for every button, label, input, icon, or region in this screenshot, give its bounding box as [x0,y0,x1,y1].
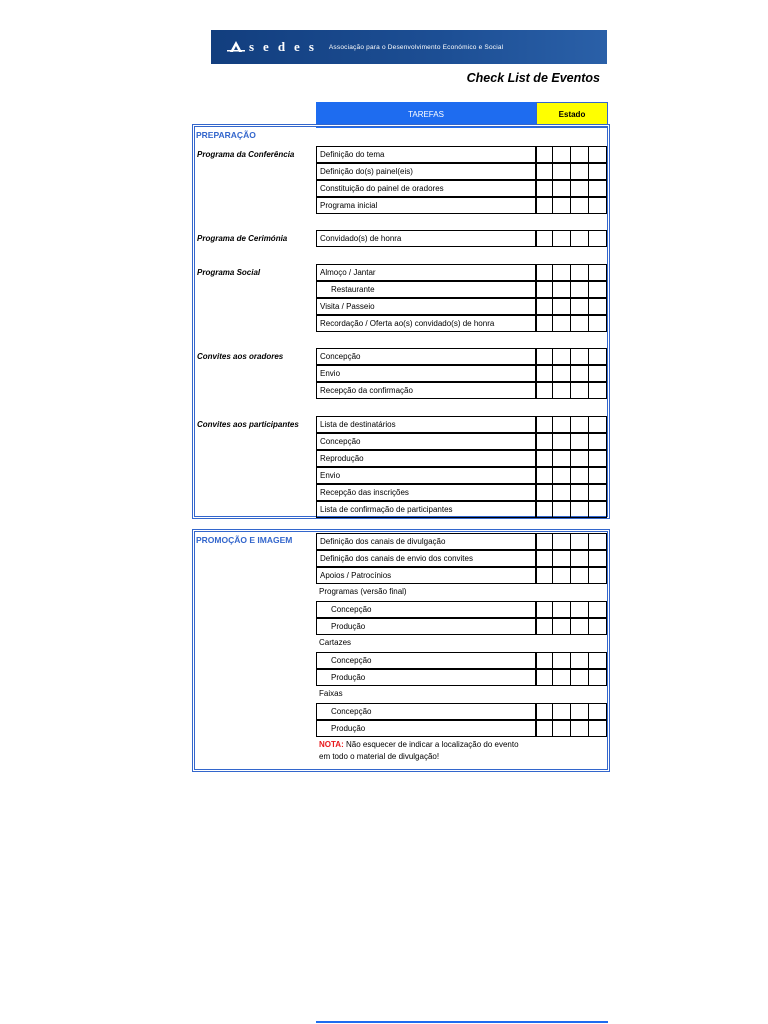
note-label: NOTA: [319,740,344,749]
status-checkbox[interactable] [552,299,570,314]
status-checkbox[interactable] [588,366,606,381]
status-checkbox[interactable] [536,468,552,483]
task-row: Recepção da confirmação [316,382,536,399]
status-checkbox[interactable] [588,349,606,364]
task-row: Envio [316,467,536,484]
status-checkboxes [536,501,607,518]
status-checkbox[interactable] [588,316,606,331]
section-title-preparacao: PREPARAÇÃO [196,130,256,140]
task-row: Programas (versão final) [319,587,407,596]
status-checkbox[interactable] [552,534,570,549]
status-checkbox[interactable] [552,568,570,583]
status-checkbox[interactable] [588,502,606,517]
status-checkbox[interactable] [570,568,588,583]
status-checkbox[interactable] [552,282,570,297]
status-checkbox[interactable] [552,551,570,566]
status-checkboxes [536,146,607,163]
status-checkbox[interactable] [536,231,552,246]
status-checkbox[interactable] [536,198,552,213]
task-row: Apoios / Patrocínios [316,567,536,584]
status-checkbox[interactable] [570,231,588,246]
status-checkbox[interactable] [536,282,552,297]
task-row: Concepção [316,601,536,618]
status-checkbox[interactable] [588,534,606,549]
status-checkboxes [536,601,607,618]
status-checkboxes [536,197,607,214]
status-checkboxes [536,416,607,433]
task-row: Lista de confirmação de participantes [316,501,536,518]
task-row: Restaurante [316,281,536,298]
status-checkbox[interactable] [570,434,588,449]
status-checkbox[interactable] [588,299,606,314]
status-checkbox[interactable] [588,468,606,483]
status-checkboxes [536,281,607,298]
status-checkbox[interactable] [588,619,606,634]
status-checkboxes [536,703,607,720]
status-checkbox[interactable] [552,316,570,331]
status-checkbox[interactable] [552,485,570,500]
status-checkbox[interactable] [552,468,570,483]
status-checkboxes [536,264,607,281]
status-checkbox[interactable] [536,349,552,364]
status-checkbox[interactable] [536,417,552,432]
status-checkboxes [536,382,607,399]
org-name: Associação para o Desenvolvimento Económico e Social [328,43,504,51]
status-checkbox[interactable] [536,568,552,583]
status-checkbox[interactable] [536,670,552,685]
task-row: Lista de destinatários [316,416,536,433]
status-checkboxes [536,348,607,365]
task-row: Faixas [319,689,343,698]
status-checkbox[interactable] [536,299,552,314]
status-checkbox[interactable] [588,704,606,719]
status-checkbox[interactable] [588,434,606,449]
status-checkboxes [536,180,607,197]
status-checkbox[interactable] [570,534,588,549]
task-row: Reprodução [316,450,536,467]
status-checkbox[interactable] [570,653,588,668]
status-checkbox[interactable] [570,417,588,432]
task-row: Recepção das inscrições [316,484,536,501]
status-checkbox[interactable] [570,316,588,331]
status-checkbox[interactable] [570,265,588,280]
task-row: Recordação / Oferta ao(s) convidado(s) de honra [316,315,536,332]
status-checkbox[interactable] [552,181,570,196]
status-checkboxes [536,484,607,501]
status-checkbox[interactable] [536,164,552,179]
status-checkbox[interactable] [570,551,588,566]
status-checkbox[interactable] [588,164,606,179]
status-checkbox[interactable] [536,704,552,719]
task-row: Definição do(s) painel(eis) [316,163,536,180]
status-checkbox[interactable] [570,468,588,483]
logo-text: sedes [249,39,323,54]
status-checkbox[interactable] [536,366,552,381]
status-checkbox[interactable] [552,434,570,449]
status-checkbox[interactable] [552,451,570,466]
status-checkbox[interactable] [570,451,588,466]
status-checkbox[interactable] [588,485,606,500]
status-checkboxes [536,467,607,484]
status-checkbox[interactable] [552,198,570,213]
status-checkbox[interactable] [588,383,606,398]
status-checkbox[interactable] [570,366,588,381]
status-checkbox[interactable] [552,417,570,432]
status-checkbox[interactable] [570,164,588,179]
status-checkboxes [536,652,607,669]
status-checkbox[interactable] [536,619,552,634]
status-checkbox[interactable] [536,502,552,517]
status-checkbox[interactable] [552,602,570,617]
status-checkbox[interactable] [588,670,606,685]
status-checkbox[interactable] [552,164,570,179]
column-header-tasks: TAREFAS [316,102,536,128]
status-checkbox[interactable] [570,502,588,517]
status-checkbox[interactable] [588,451,606,466]
status-checkbox[interactable] [536,485,552,500]
status-checkbox[interactable] [588,417,606,432]
status-checkbox[interactable] [536,383,552,398]
status-checkbox[interactable] [570,619,588,634]
status-checkbox[interactable] [536,265,552,280]
status-checkbox[interactable] [588,653,606,668]
column-header-status: Estado [536,102,608,128]
status-checkbox[interactable] [536,721,552,736]
group-label: Convites aos oradores [197,352,284,361]
status-checkbox[interactable] [570,721,588,736]
status-checkboxes [536,720,607,737]
status-checkbox[interactable] [552,502,570,517]
status-checkbox[interactable] [588,198,606,213]
bottom-divider [316,1021,608,1023]
status-checkbox[interactable] [570,299,588,314]
page-title: Check List de Eventos [466,71,600,85]
status-checkbox[interactable] [570,485,588,500]
status-checkbox[interactable] [570,181,588,196]
header-banner [211,30,607,64]
group-label: Programa Social [197,268,261,277]
group-label: Programa de Cerimónia [197,234,288,243]
task-row: Definição dos canais de envio dos convites [316,550,536,567]
status-checkbox[interactable] [552,231,570,246]
task-row: Concepção [316,433,536,450]
status-checkbox[interactable] [536,181,552,196]
status-checkboxes [536,163,607,180]
status-checkbox[interactable] [536,653,552,668]
task-row: Programa inicial [316,197,536,214]
status-checkbox[interactable] [536,147,552,162]
task-row: Concepção [316,652,536,669]
status-checkbox[interactable] [552,670,570,685]
status-checkbox[interactable] [552,653,570,668]
task-row: Produção [316,720,536,737]
status-checkbox[interactable] [552,366,570,381]
section-title-promocao: PROMOÇÃO E IMAGEM [196,535,293,545]
task-row: Constituição do painel de oradores [316,180,536,197]
status-checkbox[interactable] [588,265,606,280]
task-row: Definição do tema [316,146,536,163]
status-checkbox[interactable] [570,670,588,685]
status-checkbox[interactable] [552,619,570,634]
status-checkbox[interactable] [588,231,606,246]
status-checkbox[interactable] [570,349,588,364]
status-checkbox[interactable] [536,602,552,617]
status-checkboxes [536,315,607,332]
task-row: Concepção [316,348,536,365]
status-checkbox[interactable] [588,721,606,736]
group-label: Convites aos participantes [197,420,299,429]
status-checkbox[interactable] [536,534,552,549]
status-checkbox[interactable] [588,568,606,583]
status-checkbox[interactable] [536,551,552,566]
status-checkboxes [536,298,607,315]
status-checkbox[interactable] [536,316,552,331]
task-row: Visita / Passeio [316,298,536,315]
status-checkboxes [536,230,607,247]
status-checkboxes [536,450,607,467]
status-checkboxes [536,567,607,584]
task-row: Envio [316,365,536,382]
status-checkbox[interactable] [552,383,570,398]
status-checkbox[interactable] [552,704,570,719]
status-checkboxes [536,618,607,635]
status-checkbox[interactable] [552,349,570,364]
status-checkbox[interactable] [588,602,606,617]
sedes-logo-icon [227,40,245,54]
note-text: Não esquecer de indicar a localização do evento em todo o material de divulgação! [319,740,519,761]
status-checkbox[interactable] [570,198,588,213]
group-label: Programa da Conferência [197,150,295,159]
status-checkbox[interactable] [570,704,588,719]
status-checkboxes [536,533,607,550]
status-checkbox[interactable] [570,282,588,297]
status-checkbox[interactable] [588,181,606,196]
task-row: Produção [316,669,536,686]
task-row: Produção [316,618,536,635]
status-checkbox[interactable] [552,265,570,280]
status-checkbox[interactable] [570,147,588,162]
status-checkboxes [536,550,607,567]
status-checkbox[interactable] [588,282,606,297]
task-row: Cartazes [319,638,352,647]
status-checkbox[interactable] [588,147,606,162]
status-checkbox[interactable] [536,451,552,466]
status-checkbox[interactable] [570,602,588,617]
status-checkboxes [536,669,607,686]
task-row: Definição dos canais de divulgação [316,533,536,550]
status-checkboxes [536,365,607,382]
task-row: Convidado(s) de honra [316,230,536,247]
status-checkbox[interactable] [552,147,570,162]
status-checkbox[interactable] [552,721,570,736]
status-checkbox[interactable] [570,383,588,398]
status-checkbox[interactable] [588,551,606,566]
task-row: Concepção [316,703,536,720]
status-checkbox[interactable] [536,434,552,449]
status-checkboxes [536,433,607,450]
task-row: Almoço / Jantar [316,264,536,281]
note [319,739,519,762]
